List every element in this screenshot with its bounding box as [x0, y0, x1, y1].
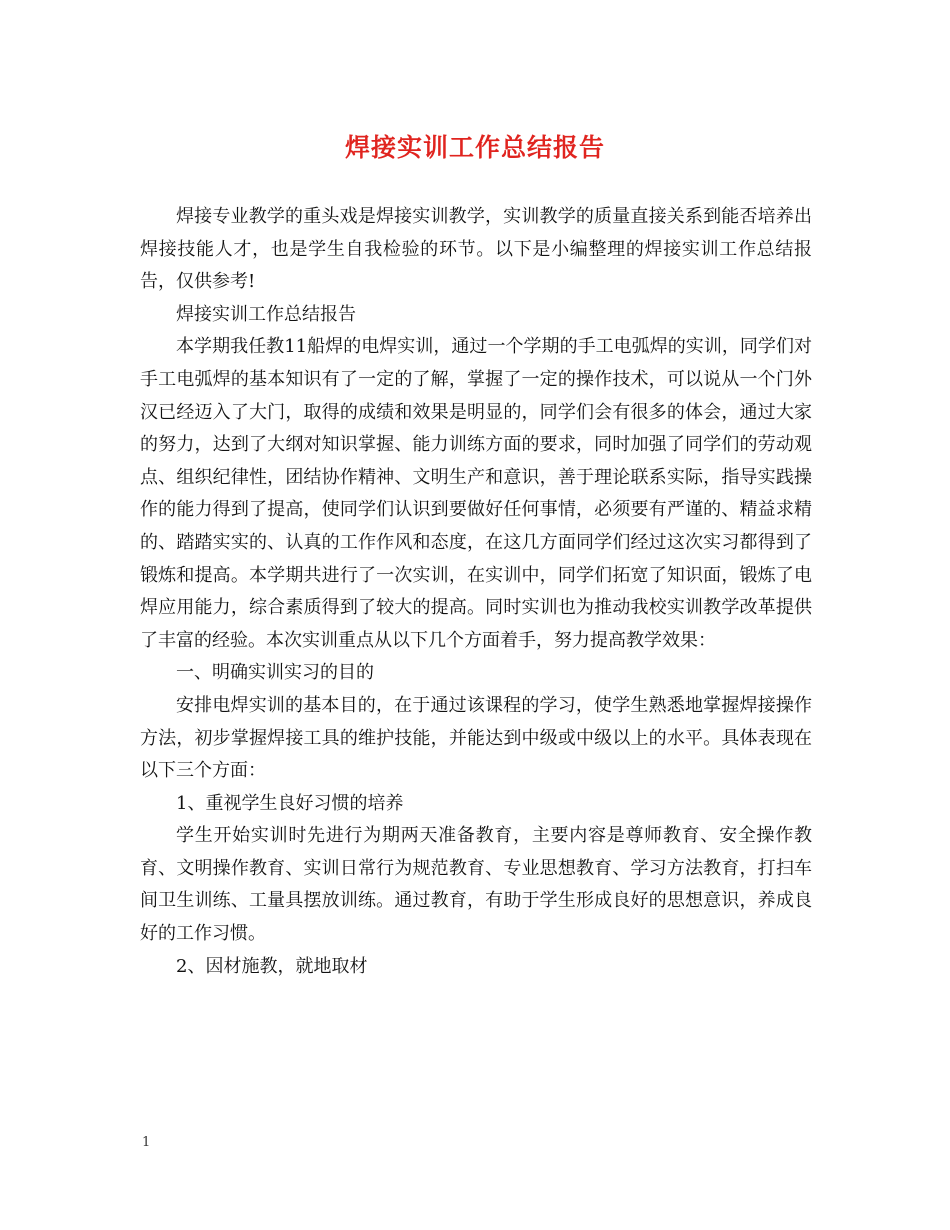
page-number: 1 [142, 1135, 151, 1150]
paragraph-section-1: 安排电焊实训的基本目的，在于通过该课程的学习，使学生熟悉地掌握焊接操作方法，初步掌握焊接工具的维护技能，并能达到中级或中级以上的水平。具体表现在以下三个方面： [140, 694, 812, 782]
section-heading-1: 一、明确实训实习的目的 [176, 662, 374, 684]
document-body [140, 201, 812, 983]
paragraph-intro: 焊接专业教学的重头戏是焊接实训教学，实训教学的质量直接关系到能否培养出焊接技能人才，也是学生自我检验的环节。以下是小编整理的焊接实训工作总结报告，仅供参考! [140, 206, 812, 293]
document-title: 焊接实训工作总结报告 [344, 133, 605, 162]
paragraph-subsection-1: 学生开始实训时先进行为期两天准备教育，主要内容是尊师教育、安全操作教育、文明操作教育、实训日常行为规范教育、专业思想教育、学习方法教育，打扫车间卫生训练、工量具摆放训练。通过教育，有助于学生形成良好的思想意识，养成良好的工作习惯。 [140, 825, 812, 945]
subsection-heading-1: 1、重视学生良好习惯的培养 [176, 792, 404, 814]
paragraph-main: 本学期我任教11船焊的电焊实训，通过一个学期的手工电弧焊的实训，同学们对手工电弧焊的基本知识有了一定的了解，掌握了一定的操作技术，可以说从一个门外汉已经迈入了大门，取得的成绩和效果是明显的，同学们会有很多的体会，通过大家的努力，达到了大纲对知识掌握、能力训练方面的要求，同时加强了同学们的劳动观点、组织纪律性，团结协作精神、文明生产和意识，善于理论联系实际，指导实践操作的能力得到了提高，使同学们认识到要做好任何事情，必须要有严谨的、精益求精的、踏踏实实的、认真的工作作风和态度，在这几方面同学们经过这次实习都得到了锻炼和提高。本学期共进行了一次实训，在实训中，同学们拓宽了知识面，锻炼了电焊应用能力，综合素质得到了较大的提高。同时实训也为推动我校实训教学改革提供了丰富的经验。本次实训重点从以下几个方面着手，努力提高教学效果： [140, 336, 812, 651]
subsection-heading-2: 2、因材施教，就地取材 [176, 955, 368, 977]
paragraph-subtitle: 焊接实训工作总结报告 [176, 303, 356, 325]
